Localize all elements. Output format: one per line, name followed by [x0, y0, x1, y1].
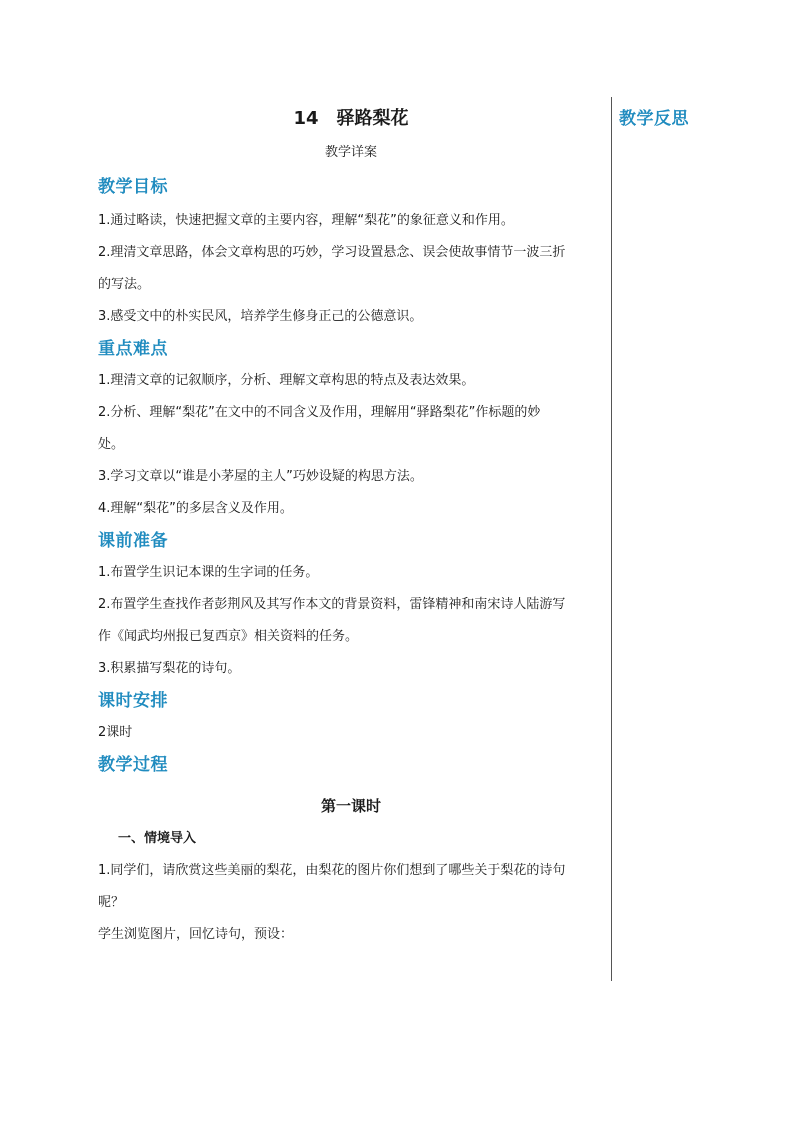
- section-body-process: [98, 855, 604, 951]
- step-title: 一、情境导入: [118, 831, 197, 846]
- section-body-schedule: [98, 717, 604, 749]
- paragraph-line: 作《闻武均州报已复西京》相关资料的任务。: [98, 629, 359, 644]
- section-heading-prep: 课前准备: [98, 531, 168, 551]
- page-subtitle: 教学详案: [324, 145, 377, 160]
- paragraph-line: 处。: [98, 437, 125, 452]
- paragraph-line: 3.学习文章以“谁是小茅屋的主人”巧妙设疑的构思方法。: [98, 469, 423, 484]
- column-divider: [611, 97, 612, 981]
- section-body-prep: [98, 557, 604, 685]
- paragraph-line: 1.布置学生识记本课的生字词的任务。: [98, 565, 319, 580]
- page-title: 14 驿路梨花: [293, 108, 409, 129]
- section-heading-goals: 教学目标: [98, 177, 168, 197]
- paragraph-line: 2课时: [98, 725, 133, 740]
- section-heading-schedule: 课时安排: [98, 691, 168, 711]
- paragraph-line: 2.分析、理解“梨花”在文中的不同含义及作用，理解用“驿路梨花”作标题的妙: [98, 405, 541, 420]
- paragraph-line: 1.同学们，请欣赏这些美丽的梨花，由梨花的图片你们想到了哪些关于梨花的诗句: [98, 863, 566, 878]
- paragraph-line: 2.理清文章思路，体会文章构思的巧妙，学习设置悬念、误会使故事情节一波三折: [98, 245, 566, 260]
- paragraph-line: 1.理清文章的记叙顺序，分析、理解文章构思的特点及表达效果。: [98, 373, 475, 388]
- paragraph-line: 1.通过略读，快速把握文章的主要内容，理解“梨花”的象征意义和作用。: [98, 213, 514, 228]
- paragraph-line: 的写法。: [98, 277, 151, 292]
- paragraph-line: 3.积累描写梨花的诗句。: [98, 661, 241, 676]
- section-heading-process: 教学过程: [98, 755, 168, 775]
- paragraph-line: 学生浏览图片，回忆诗句，预设：: [98, 927, 294, 942]
- paragraph-line: 2.布置学生查找作者彭荆风及其写作本文的背景资料，雷锋精神和南宋诗人陆游写: [98, 597, 566, 612]
- paragraph-line: 3.感受文中的朴实民风，培养学生修身正己的公德意识。: [98, 309, 423, 324]
- main-column: [98, 100, 604, 951]
- lesson-title: 第一课时: [320, 797, 381, 815]
- reflection-heading: 教学反思: [619, 109, 689, 129]
- section-body-goals: [98, 205, 604, 333]
- section-body-keypoints: [98, 365, 604, 525]
- paragraph-line: 呢？: [98, 895, 125, 910]
- paragraph-line: 4.理解“梨花”的多层含义及作用。: [98, 501, 293, 516]
- section-heading-keypoints: 重点难点: [98, 339, 168, 359]
